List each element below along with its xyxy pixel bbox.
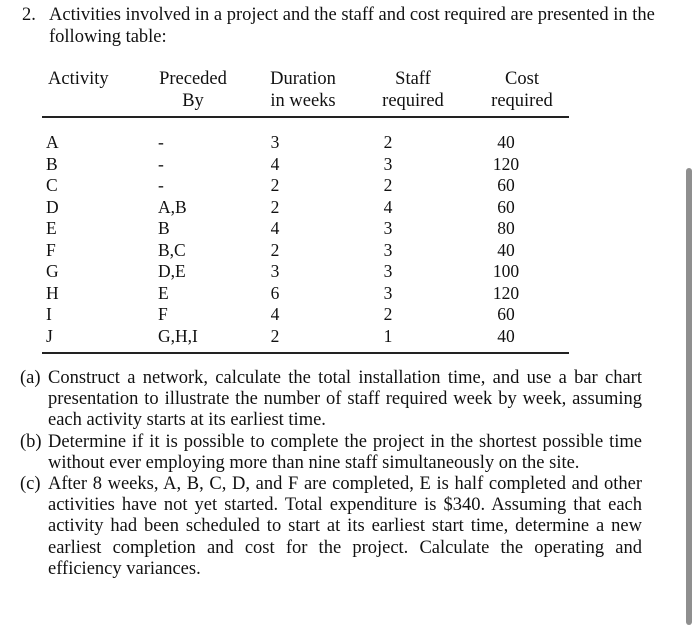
cell-cost: 60 — [497, 175, 515, 195]
cell-activity: F — [46, 239, 56, 260]
cell-duration: 2 — [270, 175, 280, 195]
header-activity: Activity — [48, 69, 109, 89]
cell-duration: 3 — [270, 261, 280, 281]
header-duration: Duration in weeks — [270, 69, 336, 111]
cell-preceded: - — [158, 175, 164, 195]
table-row — [0, 154, 700, 175]
table-row — [0, 218, 700, 239]
table-row — [0, 261, 700, 282]
cell-preceded: D,E — [158, 261, 186, 281]
cell-cost: 120 — [492, 282, 520, 303]
sub-questions — [22, 368, 642, 580]
table-row — [0, 197, 700, 218]
table-bottom-rule — [42, 352, 569, 354]
cell-duration: 2 — [270, 239, 280, 260]
cell-activity: D — [46, 196, 59, 217]
cell-staff: 3 — [383, 261, 393, 281]
part-a-label: (a) — [20, 368, 41, 388]
cell-staff: 3 — [383, 153, 393, 174]
cell-staff: 2 — [383, 132, 393, 152]
table-row — [0, 326, 700, 347]
cell-duration: 2 — [270, 196, 280, 217]
part-b-text: Determine if it is possible to complete the project in the shortest possible time without ever employing more than nine staff simultaneously on the site. — [48, 431, 642, 473]
cell-activity: H — [46, 282, 59, 303]
part-c-label: (c) — [20, 474, 41, 495]
cell-activity: C — [46, 175, 58, 195]
table-row — [0, 283, 700, 304]
cell-duration: 2 — [270, 325, 280, 346]
cell-cost: 40 — [497, 132, 515, 152]
cell-preceded: B — [158, 218, 170, 238]
table-row — [0, 240, 700, 261]
cell-duration: 4 — [270, 153, 280, 174]
question-text: Activities involved in a project and the staff and cost required are presented in the following table: — [49, 5, 655, 47]
cell-staff: 1 — [383, 325, 393, 346]
cell-preceded: - — [158, 132, 164, 152]
cell-activity: G — [46, 261, 59, 281]
cell-preceded: B,C — [158, 239, 186, 260]
cell-staff: 3 — [383, 282, 393, 303]
header-staff: Staff required — [382, 69, 444, 111]
cell-preceded: A,B — [158, 196, 187, 217]
cell-duration: 3 — [270, 132, 280, 152]
vertical-scrollbar[interactable] — [686, 168, 692, 625]
cell-preceded: - — [158, 153, 164, 174]
table-header-rule — [42, 116, 569, 118]
cell-activity: B — [46, 153, 58, 174]
table-row — [0, 304, 700, 325]
cell-cost: 80 — [497, 218, 515, 238]
header-cost: Cost required — [491, 69, 553, 111]
cell-staff: 3 — [383, 218, 393, 238]
cell-cost: 60 — [497, 196, 515, 217]
cell-preceded: G,H,I — [158, 325, 198, 346]
table-row — [0, 175, 700, 196]
cell-activity: J — [46, 325, 53, 346]
part-b-label: (b) — [20, 431, 42, 452]
cell-preceded: F — [158, 304, 168, 324]
cell-activity: A — [46, 132, 59, 152]
part-c — [22, 474, 642, 580]
cell-cost: 120 — [492, 153, 520, 174]
cell-staff: 4 — [383, 196, 393, 217]
table-row — [0, 132, 700, 153]
cell-duration: 4 — [270, 218, 280, 238]
cell-cost: 40 — [497, 239, 515, 260]
cell-cost: 100 — [492, 261, 520, 281]
part-c-text: After 8 weeks, A, B, C, D, and F are completed, E is half completed and other activities have not yet started. Total expenditure is $340. Assuming that each activity had been scheduled to start at its earliest start time, determine a new earliest completion and cost for the project. Calculate the operating and efficiency variances. — [48, 474, 642, 579]
cell-activity: I — [46, 304, 52, 324]
cell-staff: 2 — [383, 304, 393, 324]
cell-duration: 6 — [270, 282, 280, 303]
header-preceded-by: Preceded By — [159, 69, 227, 111]
part-a-text: Construct a network, calculate the total installation time, and use a bar chart presentation to illustrate the number of staff required week by week, assuming each activity starts at its earliest time. — [48, 368, 642, 431]
cell-preceded: E — [158, 282, 169, 303]
question-number: 2. — [22, 5, 36, 25]
cell-cost: 40 — [497, 325, 515, 346]
part-a — [22, 368, 642, 432]
part-b — [22, 432, 642, 474]
cell-cost: 60 — [497, 304, 515, 324]
cell-duration: 4 — [270, 304, 280, 324]
cell-staff: 3 — [383, 239, 393, 260]
cell-activity: E — [46, 218, 57, 238]
cell-staff: 2 — [383, 175, 393, 195]
